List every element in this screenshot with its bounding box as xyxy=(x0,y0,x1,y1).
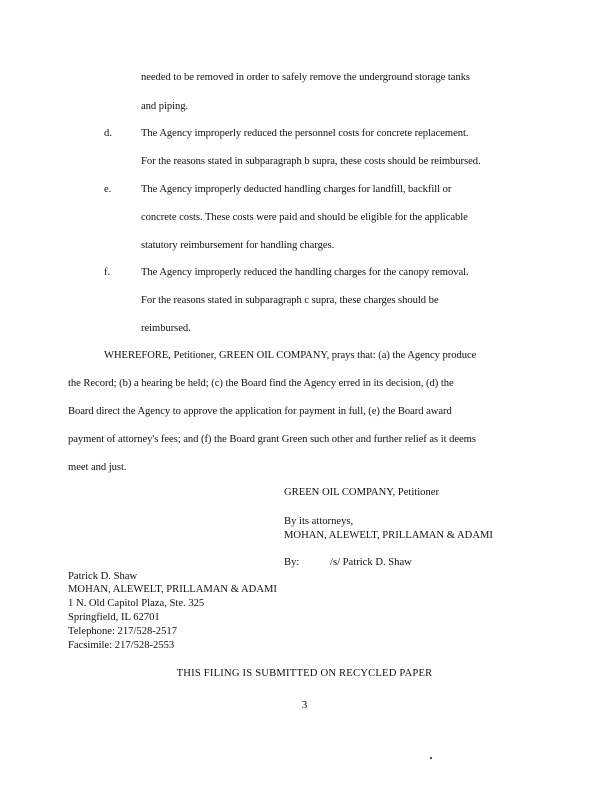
item-f-line-1: The Agency improperly reduced the handling charges for the canopy removal. xyxy=(141,267,469,278)
page-number: 3 xyxy=(301,699,308,711)
item-f-line-2: For the reasons stated in subparagraph c supra, these charges should be xyxy=(141,295,439,306)
address-firm: MOHAN, ALEWELT, PRILLAMAN & ADAMI xyxy=(68,584,277,595)
address-street: 1 N. Old Capitol Plaza, Ste. 325 xyxy=(68,598,205,609)
item-e-line-1: The Agency improperly deducted handling charges for landfill, backfill or xyxy=(141,184,452,195)
wherefore-line-3: Board direct the Agency to approve the application for payment in full, (e) the Board award xyxy=(68,406,452,417)
address-city: Springfield, IL 62701 xyxy=(68,612,160,623)
address-facsimile: Facsimile: 217/528-2553 xyxy=(68,640,175,651)
item-d-line-1: The Agency improperly reduced the personnel costs for concrete replacement. xyxy=(141,128,469,139)
item-d-line-2: For the reasons stated in subparagraph b supra, these costs should be reimbursed. xyxy=(141,156,481,167)
scan-speck xyxy=(430,757,432,759)
signature-by-label: By: xyxy=(284,557,300,568)
wherefore-line-2: the Record; (b) a hearing be held; (c) the Board find the Agency erred in its decision, (d) the xyxy=(68,378,454,389)
item-d-letter: d. xyxy=(104,128,112,139)
signature-petitioner: GREEN OIL COMPANY, Petitioner xyxy=(284,487,439,498)
signature-by-attorneys: By its attorneys, xyxy=(284,516,354,527)
wherefore-line-4: payment of attorney's fees; and (f) the Board grant Green such other and further relief as it deems xyxy=(68,434,476,445)
recycled-paper-note: THIS FILING IS SUBMITTED ON RECYCLED PAPER xyxy=(176,668,433,679)
wherefore-line-1: WHEREFORE, Petitioner, GREEN OIL COMPANY, prays that: (a) the Agency produce xyxy=(104,350,477,361)
address-telephone: Telephone: 217/528-2517 xyxy=(68,626,177,637)
wherefore-line-5: meet and just. xyxy=(68,462,127,473)
item-f-letter: f. xyxy=(104,267,111,278)
item-e-line-3: statutory reimbursement for handling charges. xyxy=(141,240,335,251)
continuation-line-2: and piping. xyxy=(141,101,189,112)
item-e-letter: e. xyxy=(104,184,112,195)
continuation-line-1: needed to be removed in order to safely remove the underground storage tanks xyxy=(141,72,471,83)
address-name: Patrick D. Shaw xyxy=(68,571,138,582)
item-f-line-3: reimbursed. xyxy=(141,323,191,334)
item-e-line-2: concrete costs. These costs were paid and should be eligible for the applicable xyxy=(141,212,468,223)
signature-signed: /s/ Patrick D. Shaw xyxy=(330,557,412,568)
signature-firm: MOHAN, ALEWELT, PRILLAMAN & ADAMI xyxy=(284,530,493,541)
